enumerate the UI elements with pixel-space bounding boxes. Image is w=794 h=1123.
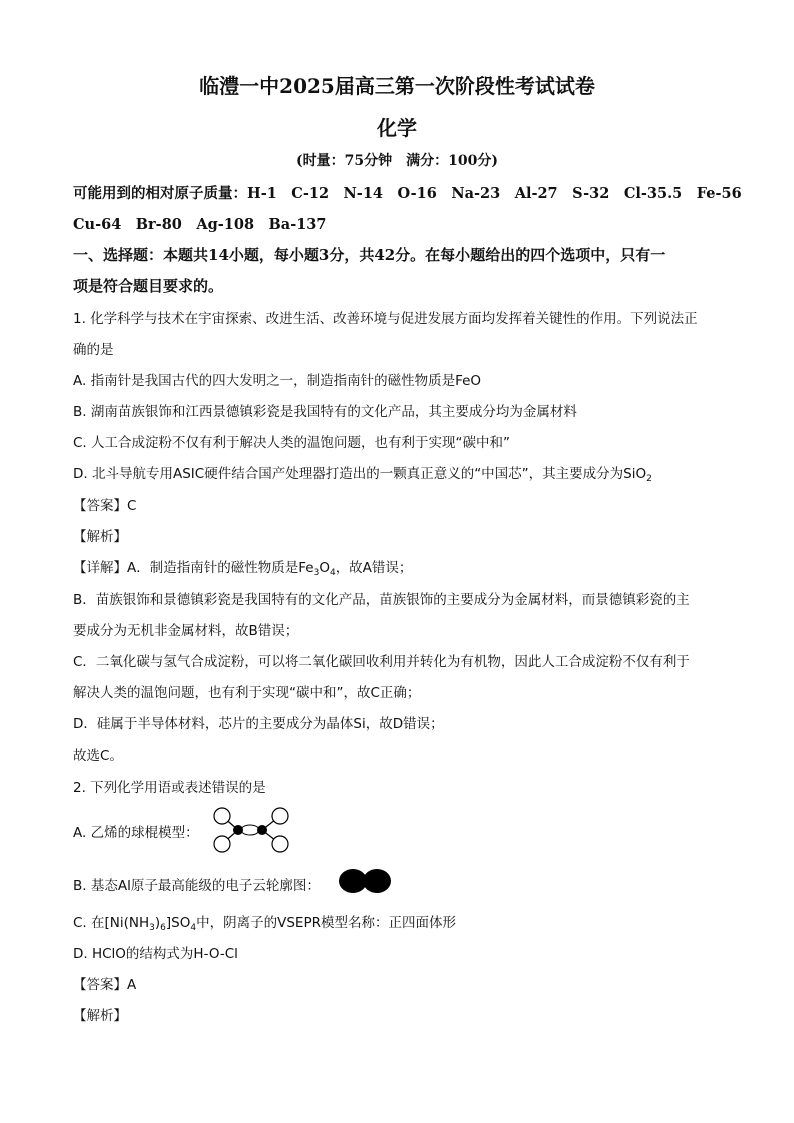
q1-option-b: B. 湖南苗族银饰和江西景德镇彩瓷是我国特有的文化产品，其主要成分均为金属材料 (73, 404, 577, 420)
hydrogen-atom (272, 836, 288, 852)
hydrogen-atom (214, 808, 230, 824)
q1-detail-a-sub2: 4 (329, 568, 336, 578)
bond-ellipse (241, 825, 259, 835)
carbon-atom (257, 825, 267, 835)
q2-option-d: D. HClO的结构式为H-O-Cl (73, 946, 238, 962)
hydrogen-atom (272, 808, 288, 824)
q1-option-d-text: D. 北斗导航专用ASIC硬件结合国产处理器打造出的一颗真正意义的“中国芯”，其主要成分为SiO (73, 466, 647, 482)
q1-answer: 【答案】C (73, 498, 137, 514)
atomic-mass-line-2: Cu-64 Br-80 Ag-108 Ba-137 (73, 216, 327, 233)
q1-detail-a-post: ，故A错误； (335, 560, 413, 576)
q2-option-c-post: 中，阴离子的VSEPR模型名称：正四面体形 (196, 915, 456, 931)
q1-detail-d: D．硅属于半导体材料，芯片的主要成分为晶体Si，故D错误； (73, 716, 444, 732)
q1-option-d-subscript: 2 (646, 474, 652, 484)
q2-option-c-sub3: 4 (190, 923, 197, 933)
q2-answer: 【答案】A (73, 977, 137, 993)
section-heading-line-1: 一、选择题：本题共14小题，每小题3分，共42分。在每小题给出的四个选项中，只有一 (73, 246, 666, 264)
q1-detail-c-line-1: C．二氧化碳与氢气合成淀粉，可以将二氧化碳回收利用并转化为有机物，因此人工合成淀粉不仅有利于 (73, 654, 690, 670)
q2-option-c-mid1: ) (154, 915, 161, 931)
section-heading-line-2: 项是符合题目要求的。 (73, 277, 224, 295)
q1-detail-b-line-2: 要成分为无机非金属材料，故B错误； (73, 623, 299, 639)
q1-detail-a-mid: O (319, 560, 330, 576)
orbital-lobe (339, 869, 367, 893)
q2-analysis-label: 【解析】 (73, 1008, 127, 1024)
q2-option-c-text: C. 在[Ni(NH (73, 915, 150, 931)
exam-meta: (时量：75分钟 满分：100分) (296, 153, 498, 169)
atomic-mass-line-1: 可能用到的相对原子质量：H-1 C-12 N-14 O-16 Na-23 Al-27 S-32 Cl-35.5 Fe-56 (73, 185, 742, 202)
carbon-atom (233, 825, 243, 835)
q2-stem: 2. 下列化学用语或表述错误的是 (73, 780, 266, 796)
q1-detail-a-text: 【详解】A．制造指南针的磁性物质是Fe (73, 560, 314, 576)
q1-option-a: A. 指南针是我国古代的四大发明之一，制造指南针的磁性物质是FeO (73, 373, 482, 389)
q1-analysis-label: 【解析】 (73, 529, 127, 545)
q1-stem-line-1: 1. 化学科学与技术在宇宙探索、改进生活、改善环境与促进发展方面均发挥着关键性的作用。下列说法正 (73, 311, 698, 327)
exam-title: 临澧一中2025届高三第一次阶段性考试试卷 (199, 74, 595, 98)
hydrogen-atom (214, 836, 230, 852)
q1-detail-c-line-2: 解决人类的温饱问题，也有利于实现“碳中和”，故C正确； (73, 685, 421, 701)
q1-option-d (73, 462, 652, 484)
q2-option-c-sub2: 6 (160, 923, 166, 933)
orbital-lobe (363, 869, 391, 893)
q1-detail-a-sub1: 3 (313, 568, 320, 578)
q2-option-b: B. 基态Al原子最高能级的电子云轮廓图： (73, 878, 320, 894)
q1-stem-line-2: 确的是 (73, 342, 114, 358)
ethylene-ball-stick-model (210, 806, 294, 854)
q1-option-c: C. 人工合成淀粉不仅有利于解决人类的温饱问题，也有利于实现“碳中和” (73, 435, 510, 451)
subject-title: 化学 (377, 116, 417, 140)
q1-detail-a (73, 556, 412, 578)
q1-conclusion: 故选C。 (73, 748, 123, 764)
p-orbital-icon (337, 867, 393, 895)
q2-option-c-mid2: ]SO (165, 915, 191, 931)
q2-option-c (73, 911, 456, 933)
q2-option-c-sub1: 3 (149, 923, 155, 933)
q2-option-a: A. 乙烯的球棍模型： (73, 825, 199, 841)
q1-detail-b-line-1: B．苗族银饰和景德镇彩瓷是我国特有的文化产品，苗族银饰的主要成分为金属材料，而景德镇彩瓷的主 (73, 592, 690, 608)
